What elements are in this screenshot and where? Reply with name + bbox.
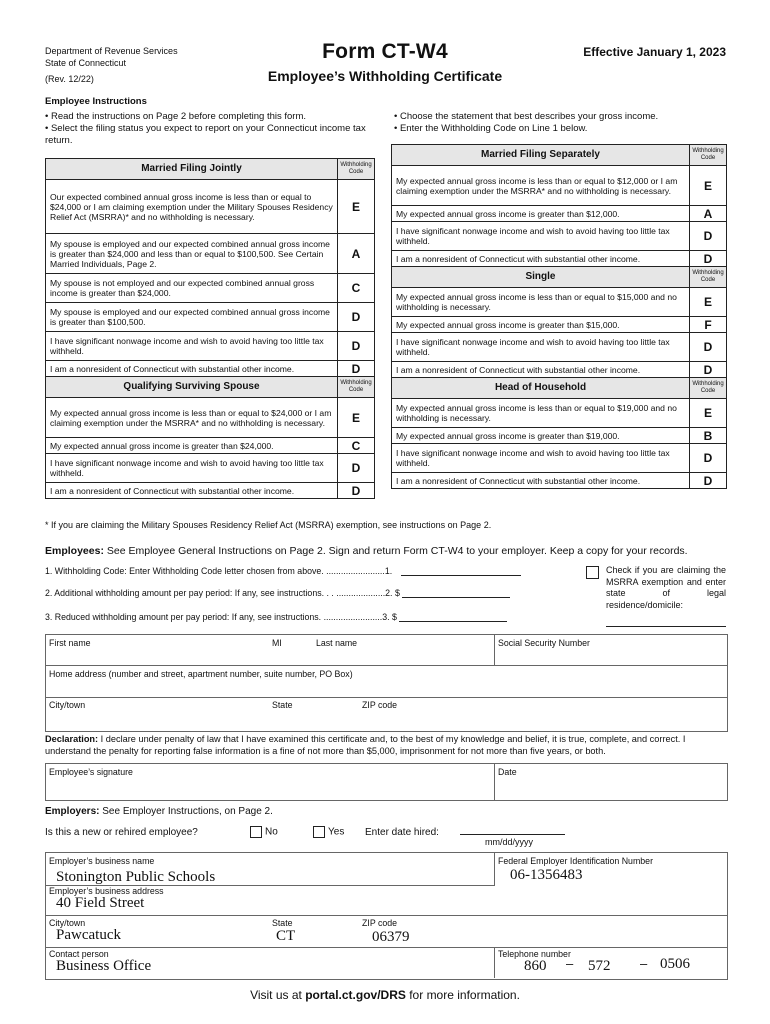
table-row-text: My expected annual gross income is less than or equal to $19,000 and no withholding is necessary. [392,399,690,428]
fein-label: Federal Employer Identification Number [498,856,653,866]
table-row-text: I have significant nonwage income and wish to avoid having too little tax withheld. [392,444,690,473]
employers-intro [45,806,273,817]
phone-dash: – [566,956,574,971]
table-row-text: My expected annual gross income is greater than $24,000. [46,438,338,454]
table-title: Married Filing Separately [392,145,690,166]
withholding-code: D [338,361,375,377]
table-row-text: My expected annual gross income is less than or equal to $24,000 or I am claiming exemption under the MSRRA* and no withholding is necessary. [46,398,338,438]
declaration [45,733,727,757]
yes-option[interactable] [313,826,344,838]
withholding-code: D [338,454,375,483]
employers-heading: Employers: [45,806,100,817]
footer-post: for more information. [405,988,520,1002]
msrra-check-label: Check if you are claiming the MSRRA exemption and enter state of legal residence/domicile: [606,565,726,610]
employees-text: See Employee General Instructions on Page 2. Sign and return Form CT-W4 to your employer. Keep a copy for your records. [106,545,688,557]
withholding-code: B [690,428,727,444]
withholding-code: D [690,222,727,251]
withholding-code: D [690,444,727,473]
withholding-code: D [690,251,727,267]
table-row-text: I am a nonresident of Connecticut with substantial other income. [46,361,338,377]
instruction-item: • Enter the Withholding Code on Line 1 below. [394,123,588,134]
zip-field[interactable]: ZIP code [362,700,398,710]
table-row-text: My expected annual gross income is less than or equal to $15,000 and no withholding is necessary. [392,288,690,317]
table-row-text: I am a nonresident of Connecticut with substantial other income. [46,483,338,499]
instruction-item: • Select the filing status you expect to report on your Connecticut income tax return. [45,123,366,146]
additional-withholding-input[interactable] [402,597,510,598]
domicile-state-input[interactable] [606,614,726,627]
table-row-text: I have significant nonwage income and wish to avoid having too little tax withheld. [392,333,690,362]
divider [45,697,727,698]
withholding-code-header: Withholding Code [690,378,727,399]
revision-date: (Rev. 12/22) [45,74,94,84]
employer-city-value[interactable]: Pawcatuck [56,927,121,943]
state-field[interactable]: State [272,700,293,710]
instructions-right [394,111,729,135]
table-row-text: I am a nonresident of Connecticut with substantial other income. [392,362,690,378]
agency-header [45,45,178,85]
withholding-code-header: Withholding Code [690,145,727,166]
reduced-withholding-input[interactable] [399,621,507,622]
table-row-text: I am a nonresident of Connecticut with substantial other income. [392,473,690,489]
state-name: State of Connecticut [45,58,127,68]
instruction-item: • Choose the statement that best describes your gross income. [394,111,659,122]
home-address-field[interactable]: Home address (number and street, apartment number, suite number, PO Box) [49,669,353,679]
instructions-heading: Employee Instructions [45,96,147,107]
employees-heading: Employees: [45,545,104,557]
table-title: Qualifying Surviving Spouse [46,377,338,398]
withholding-code-header: Withholding Code [690,267,727,288]
effective-date: Effective January 1, 2023 [583,45,726,59]
form-title-block [250,40,520,84]
divider [494,763,495,800]
table-row-text: I have significant nonwage income and wish to avoid having too little tax withheld. [46,332,338,361]
withholding-code: E [690,166,727,206]
telephone-label: Telephone number [498,949,571,959]
divider [45,915,727,916]
fein-value[interactable]: 06-1356483 [510,867,583,883]
table-title: Single [392,267,690,288]
declaration-label: Declaration: [45,734,99,744]
business-name-value[interactable]: Stonington Public Schools [56,869,216,885]
right-status-table [391,144,727,489]
table-row-text: I am a nonresident of Connecticut with substantial other income. [392,251,690,267]
footer-pre: Visit us at [250,988,306,1002]
divider [45,947,727,948]
business-name-label: Employer’s business name [49,856,155,866]
last-name-field[interactable]: Last name [316,638,358,648]
withholding-code: A [338,234,375,274]
signature-box [45,763,728,801]
table-row-text: Our expected combined annual gross income is less than or equal to $24,000 or I am claiming exemption under the Military Spouses Residency Relief Act (MSRRA)* and no withholding is necessary. [46,180,338,234]
divider [45,665,727,666]
withholding-code: E [690,288,727,317]
withholding-code: E [690,399,727,428]
drs-portal-link[interactable]: portal.ct.gov/DRS [305,988,406,1002]
contact-person-label: Contact person [49,949,109,959]
phone-dash: – [640,956,648,971]
ssn-field[interactable]: Social Security Number [498,638,590,648]
msrra-footnote: * If you are claiming the Military Spouses Residency Relief Act (MSRRA) exemption, see instructions on Page 2. [45,520,492,530]
withholding-code-input[interactable] [401,575,521,576]
withholding-code: C [338,274,375,303]
withholding-code: A [690,206,727,222]
table-row-text: I have significant nonwage income and wish to avoid having too little tax withheld. [392,222,690,251]
withholding-code: D [690,473,727,489]
employee-signature-field[interactable]: Employee’s signature [49,767,133,777]
new-hire-question: Is this a new or rehired employee? [45,827,198,838]
withholding-code: C [338,438,375,454]
date-format-hint: mm/dd/yyyy [485,837,534,847]
table-title: Married Filing Jointly [46,159,338,180]
withholding-code: D [338,303,375,332]
line-3-row [45,612,507,622]
signature-date-field[interactable]: Date [498,767,517,777]
instructions-left [45,111,375,147]
table-row-text: My expected annual gross income is greater than $19,000. [392,428,690,444]
employers-text: See Employer Instructions, on Page 2. [102,806,273,817]
withholding-code: F [690,317,727,333]
divider [494,947,495,978]
employees-section-intro [45,545,688,557]
business-address-value[interactable]: 40 Field Street [56,895,145,911]
withholding-code: D [690,333,727,362]
table-row-text: My spouse is employed and our expected combined annual gross income is greater than $24,000 and less than or equal to $100,500. See Certain Married Individuals, Page 2. [46,234,338,274]
withholding-code: D [338,332,375,361]
married-filing-jointly-table [45,158,375,499]
no-label: No [265,826,278,838]
withholding-code: E [338,398,375,438]
declaration-text: I declare under penalty of law that I have examined this certificate and, to the best of my knowledge and belief, it is true, complete, and correct. I understand the penalty for reporting false information is a fine of not more than $5,000, imprisonment for not more than five years, or both. [45,734,686,756]
phone-area-code[interactable]: 860 [524,958,547,974]
phone-prefix[interactable]: 572 [588,958,611,974]
city-field[interactable]: City/town [49,700,86,710]
department-name: Department of Revenue Services [45,46,178,56]
divider [494,852,495,886]
middle-initial-field[interactable]: MI [272,638,282,648]
no-checkbox[interactable] [250,826,262,838]
business-address-label: Employer’s business address [49,886,164,896]
employer-city-label: City/town [49,918,86,928]
line-1-label: 1. Withholding Code: Enter Withholding Code letter chosen from above. ........................1. [45,566,393,576]
withholding-code-header: Withholding Code [338,377,375,398]
employer-state-label: State [272,918,293,928]
table-row-text: My expected annual gross income is greater than $15,000. [392,317,690,333]
table-row-text: My expected annual gross income is greater than $12,000. [392,206,690,222]
line-3-label: 3. Reduced withholding amount per pay period: If any, see instructions. ........................3. $ [45,612,397,622]
table-row-text: My expected annual gross income is less than or equal to $12,000 or I am claiming exemption under the MSRRA* and no withholding is necessary. [392,166,690,206]
table-row-text: My spouse is employed and our expected combined annual gross income is greater than $100,500. [46,303,338,332]
msrra-checkbox[interactable] [586,566,602,579]
phone-line-number[interactable]: 0506 [660,956,690,972]
divider [494,634,495,665]
withholding-code: D [690,362,727,378]
employer-zip-value[interactable]: 06379 [372,929,410,945]
line-1-row [45,566,521,576]
employer-state-value[interactable]: CT [276,928,296,944]
no-option[interactable] [250,826,278,838]
footer [0,988,770,1002]
form-subtitle: Employee’s Withholding Certificate [267,68,503,84]
line-2-row [45,588,510,598]
table-row-text: I have significant nonwage income and wish to avoid having too little tax withheld. [46,454,338,483]
date-hired-label: Enter date hired: [365,827,439,838]
withholding-code: E [338,180,375,234]
table-title: Head of Household [392,378,690,399]
instruction-item: • Read the instructions on Page 2 before completing this form. [45,111,307,122]
yes-label: Yes [328,826,345,838]
yes-checkbox[interactable] [313,826,325,838]
first-name-field[interactable]: First name [49,638,91,648]
date-hired-input[interactable] [460,834,565,835]
employee-info-box [45,634,728,732]
withholding-code-header: Withholding Code [338,159,375,180]
employer-zip-label: ZIP code [362,918,398,928]
line-2-label: 2. Additional withholding amount per pay period: If any, see instructions. . . ....................2. $ [45,588,400,598]
withholding-code: D [338,483,375,499]
contact-person-value[interactable]: Business Office [56,958,152,974]
table-row-text: My spouse is not employed and our expected combined annual gross income is greater than $24,000. [46,274,338,303]
form-title: Form CT-W4 [322,40,448,63]
